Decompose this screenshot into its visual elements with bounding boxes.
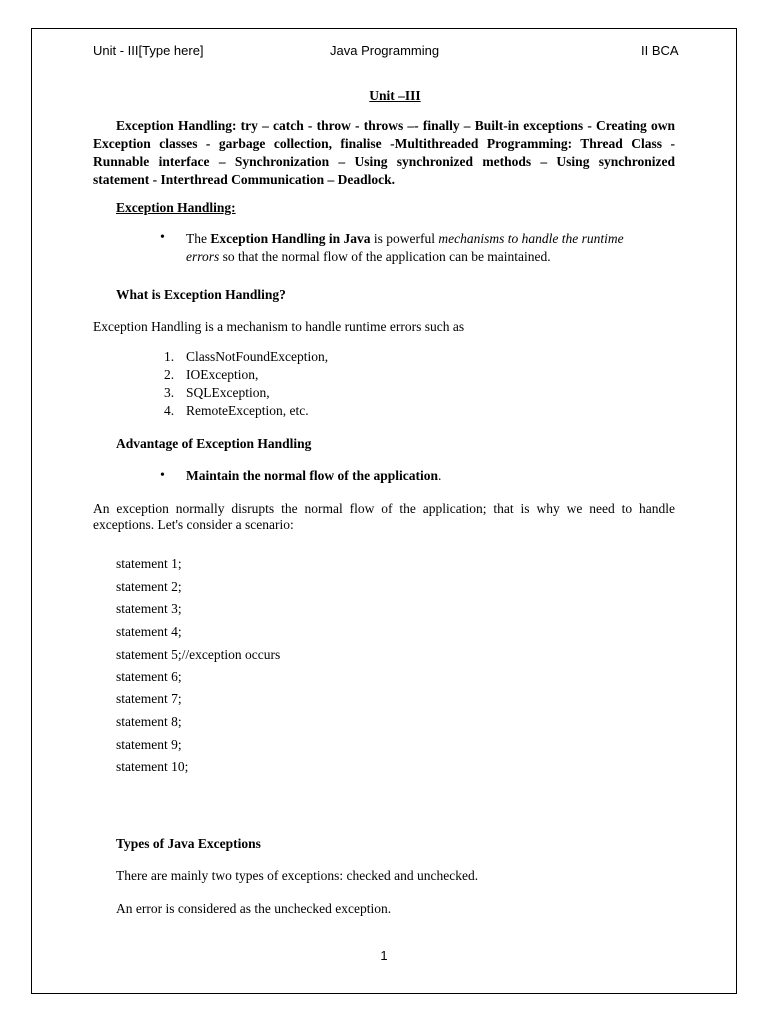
section-title-exception-handling: Exception Handling: [116, 200, 236, 215]
advantage-bullet: Maintain the normal flow of the application. [186, 468, 442, 483]
statement-line: statement 6; [116, 669, 182, 684]
advantage-title: Advantage of Exception Handling [116, 436, 312, 451]
bullet-bold: Exception Handling in Java [210, 231, 371, 246]
types-text-1: There are mainly two types of exceptions: checked and unchecked. [116, 868, 479, 883]
statement-line: statement 1; [116, 556, 182, 571]
bullet-mid: is powerful [370, 231, 439, 246]
statement-line: statement 5;//exception occurs [116, 647, 281, 662]
bullet-icon: • [160, 468, 165, 483]
bullet-icon: • [160, 230, 165, 245]
scenario-paragraph: An exception normally disrupts the normal flow of the application; that is why we need to handle exceptions. Let's consider a scenario: [93, 501, 675, 532]
statement-line: statement 7; [116, 691, 182, 706]
types-text-2: An error is considered as the unchecked exception. [116, 901, 392, 916]
list-item: 1. ClassNotFoundException, [164, 349, 329, 364]
statement-line: statement 3; [116, 601, 182, 616]
statement-line: statement 8; [116, 714, 182, 729]
question-title: What is Exception Handling? [116, 287, 286, 302]
statement-line: statement 2; [116, 579, 182, 594]
statement-line: statement 10; [116, 759, 189, 774]
list-item: 3. SQLException, [164, 385, 270, 400]
bullet-exception-handling [186, 230, 676, 266]
bullet-post: so that the normal flow of the application can be maintained. [219, 249, 551, 264]
header-left: Unit - III[Type here] [93, 43, 204, 58]
bullet-italic2: errors [186, 249, 220, 264]
bullet-italic1: mechanisms to handle the runtime [438, 231, 624, 246]
list-item: 2. IOException, [164, 367, 259, 382]
statement-line: statement 9; [116, 737, 182, 752]
bullet-pre: The [186, 231, 211, 246]
types-title: Types of Java Exceptions [116, 836, 261, 851]
unit-title: Unit –III [369, 88, 421, 103]
question-text: Exception Handling is a mechanism to handle runtime errors such as [93, 319, 465, 334]
header-center: Java Programming [330, 43, 440, 58]
list-item: 4. RemoteException, etc. [164, 403, 309, 418]
header-right: II BCA [641, 43, 679, 58]
syllabus-paragraph: Exception Handling: try – catch - throw - throws –- finally – Built-in exceptions - Creating own Exception classes - garbage collection, finalise -Multithreaded Programming: Thread Class - Runnable interface – Synchronization – Using synchronized methods – Using synchronized statement - Interthread Communication – Deadlock. [93, 118, 675, 187]
exception-list [164, 348, 328, 420]
page-number: 1 [380, 948, 388, 963]
statement-line: statement 4; [116, 624, 182, 639]
